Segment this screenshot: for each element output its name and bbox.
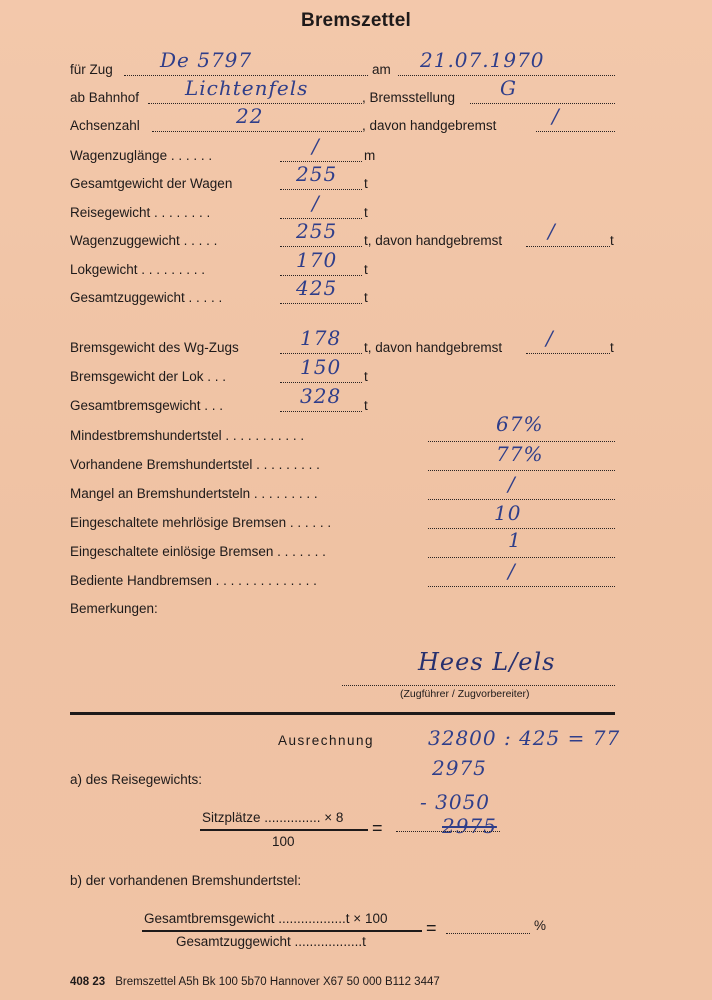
label-bremsgewicht-wgzug: Bremsgewicht des Wg-Zugs [70, 340, 239, 355]
label-lokgewicht: Lokgewicht . . . . . . . . . [70, 262, 206, 277]
value-bremsgewicht-lok[interactable]: 150 [300, 355, 342, 379]
value-am[interactable]: 21.07.1970 [420, 48, 545, 72]
label-wagenzuglaenge: Wagenzuglänge . . . . . . [70, 148, 213, 163]
footer-text: Bremszettel A5h Bk 100 5b70 Hannover X67 50 000 B112 3447 [115, 976, 440, 988]
label-mangel: Mangel an Bremshundertsteln . . . . . . . . . [70, 486, 318, 501]
footer-code: 408 23 [70, 976, 106, 988]
value-wagenzuggewicht[interactable]: 255 [296, 219, 338, 243]
calc-a-result-line [396, 830, 500, 832]
value-davon-handgebremst-3[interactable]: / [546, 326, 554, 350]
value-vorhandene-bremshundertstel[interactable]: 77% [496, 442, 544, 466]
label-handbremsen: Bediente Handbremsen . . . . . . . . . . . . . . [70, 573, 317, 588]
label-vorhandene-bremshundertstel: Vorhandene Bremshundertstel . . . . . . . . . [70, 457, 320, 472]
signature: Hees L/els [418, 648, 556, 676]
unit-bremsgewicht-wgzug: t, davon handgebremst [364, 340, 503, 355]
calc-a-equals: = [372, 818, 383, 838]
line-handbremsen [428, 585, 615, 587]
label-fuer-zug: für Zug [70, 62, 113, 77]
value-gesamtzuggewicht[interactable]: 425 [296, 276, 338, 300]
value-davon-handgebremst-2[interactable]: / [548, 219, 556, 243]
unit-davon-handgebremst-3: t [610, 340, 614, 355]
value-lokgewicht[interactable]: 170 [296, 248, 338, 272]
line-gesamtgewicht-wagen [280, 188, 362, 190]
value-fuer-zug[interactable]: De 5797 [160, 48, 253, 72]
unit-davon-handgebremst-2: t [610, 233, 614, 248]
calc-b-numerator: Gesamtbremsgewicht ..................t × 100 [144, 911, 388, 926]
label-gesamtgewicht-wagen: Gesamtgewicht der Wagen [70, 176, 233, 191]
line-mangel [428, 498, 615, 500]
value-ab-bahnhof[interactable]: Lichtenfels [185, 76, 309, 100]
calc-a-fraction-line [200, 829, 368, 831]
label-reisegewicht: Reisegewicht . . . . . . . . [70, 205, 211, 220]
unit-wagenzuglaenge: m [364, 148, 376, 163]
calc-b-equals: = [426, 918, 437, 938]
label-mindestbremshundertstel: Mindestbremshundertstel . . . . . . . . . . . [70, 428, 305, 443]
value-gesamtbremsgewicht[interactable]: 328 [300, 384, 342, 408]
calc-b-denominator: Gesamtzuggewicht ..................t [176, 934, 366, 949]
calc-b-result-line [446, 932, 530, 934]
value-wagenzuglaenge[interactable]: / [312, 134, 320, 158]
value-achsenzahl[interactable]: 22 [236, 104, 264, 128]
line-davon-handgebremst-2 [526, 245, 610, 247]
calc-b-fraction-line [142, 930, 422, 932]
label-wagenzuggewicht: Wagenzuggewicht . . . . . [70, 233, 218, 248]
value-reisegewicht[interactable]: / [312, 191, 320, 215]
calc-line-3: - 3050 [420, 790, 491, 814]
line-bremsgewicht-wgzug [280, 352, 362, 354]
unit-wagenzuggewicht: t, davon handgebremst [364, 233, 503, 248]
line-davon-handgebremst-3 [526, 352, 610, 354]
form-title: Bremszettel [301, 10, 411, 31]
value-mehrloesige[interactable]: 10 [494, 501, 522, 525]
label-bremsgewicht-lok: Bremsgewicht der Lok . . . [70, 369, 227, 384]
calc-a-numerator: Sitzplätze ............... × 8 [202, 810, 344, 825]
label-davon-handgebremst-1: , davon handgebremst [362, 118, 497, 133]
label-einloesige: Eingeschaltete einlösige Bremsen . . . . . . . [70, 544, 326, 559]
line-vorhandene-bremshundertstel [428, 469, 615, 471]
signature-caption: (Zugführer / Zugvorbereiter) [400, 688, 530, 700]
line-gesamtzuggewicht [280, 302, 362, 304]
line-davon-handgebremst-1 [536, 130, 615, 132]
label-achsenzahl: Achsenzahl [70, 118, 140, 133]
calc-line-4: 2975 [442, 814, 497, 838]
value-bremsstellung[interactable]: G [500, 76, 517, 100]
label-bemerkungen: Bemerkungen: [70, 601, 158, 616]
unit-lokgewicht: t [364, 262, 368, 277]
value-mindestbremshundertstel[interactable]: 67% [496, 412, 544, 436]
line-einloesige [428, 556, 615, 558]
calc-a-label: a) des Reisegewichts: [70, 772, 203, 787]
label-ab-bahnhof: ab Bahnhof [70, 90, 140, 105]
calc-b-percent: % [534, 918, 547, 933]
calc-line-2: 2975 [432, 756, 487, 780]
unit-gesamtzuggewicht: t [364, 290, 368, 305]
value-bremsgewicht-wgzug[interactable]: 178 [300, 326, 342, 350]
value-davon-handgebremst-1[interactable]: / [552, 104, 560, 128]
line-gesamtbremsgewicht [280, 410, 362, 412]
value-gesamtgewicht-wagen[interactable]: 255 [296, 162, 338, 186]
line-bremsstellung [470, 102, 615, 104]
unit-gesamtgewicht-wagen: t [364, 176, 368, 191]
unit-gesamtbremsgewicht: t [364, 398, 368, 413]
signature-line [342, 684, 615, 686]
line-bremsgewicht-lok [280, 381, 362, 383]
line-wagenzuggewicht [280, 245, 362, 247]
line-achsenzahl [152, 130, 362, 132]
value-handbremsen[interactable]: / [508, 559, 516, 583]
calc-a-denominator: 100 [272, 834, 295, 849]
unit-bremsgewicht-lok: t [364, 369, 368, 384]
label-mehrloesige: Eingeschaltete mehrlösige Bremsen . . . . . . [70, 515, 332, 530]
calc-b-label: b) der vorhandenen Bremshundertstel: [70, 873, 302, 888]
section-separator [70, 712, 615, 715]
label-gesamtzuggewicht: Gesamtzuggewicht . . . . . [70, 290, 223, 305]
label-bremsstellung: , Bremsstellung [362, 90, 456, 105]
form-footer [70, 976, 440, 988]
label-am: am [372, 62, 391, 77]
value-mangel[interactable]: / [508, 472, 516, 496]
calc-heading: Ausrechnung [278, 733, 375, 748]
value-einloesige[interactable]: 1 [508, 528, 522, 552]
calc-line-1: 32800 : 425 = 77 [428, 726, 621, 750]
unit-reisegewicht: t [364, 205, 368, 220]
label-gesamtbremsgewicht: Gesamtbremsgewicht . . . [70, 398, 224, 413]
